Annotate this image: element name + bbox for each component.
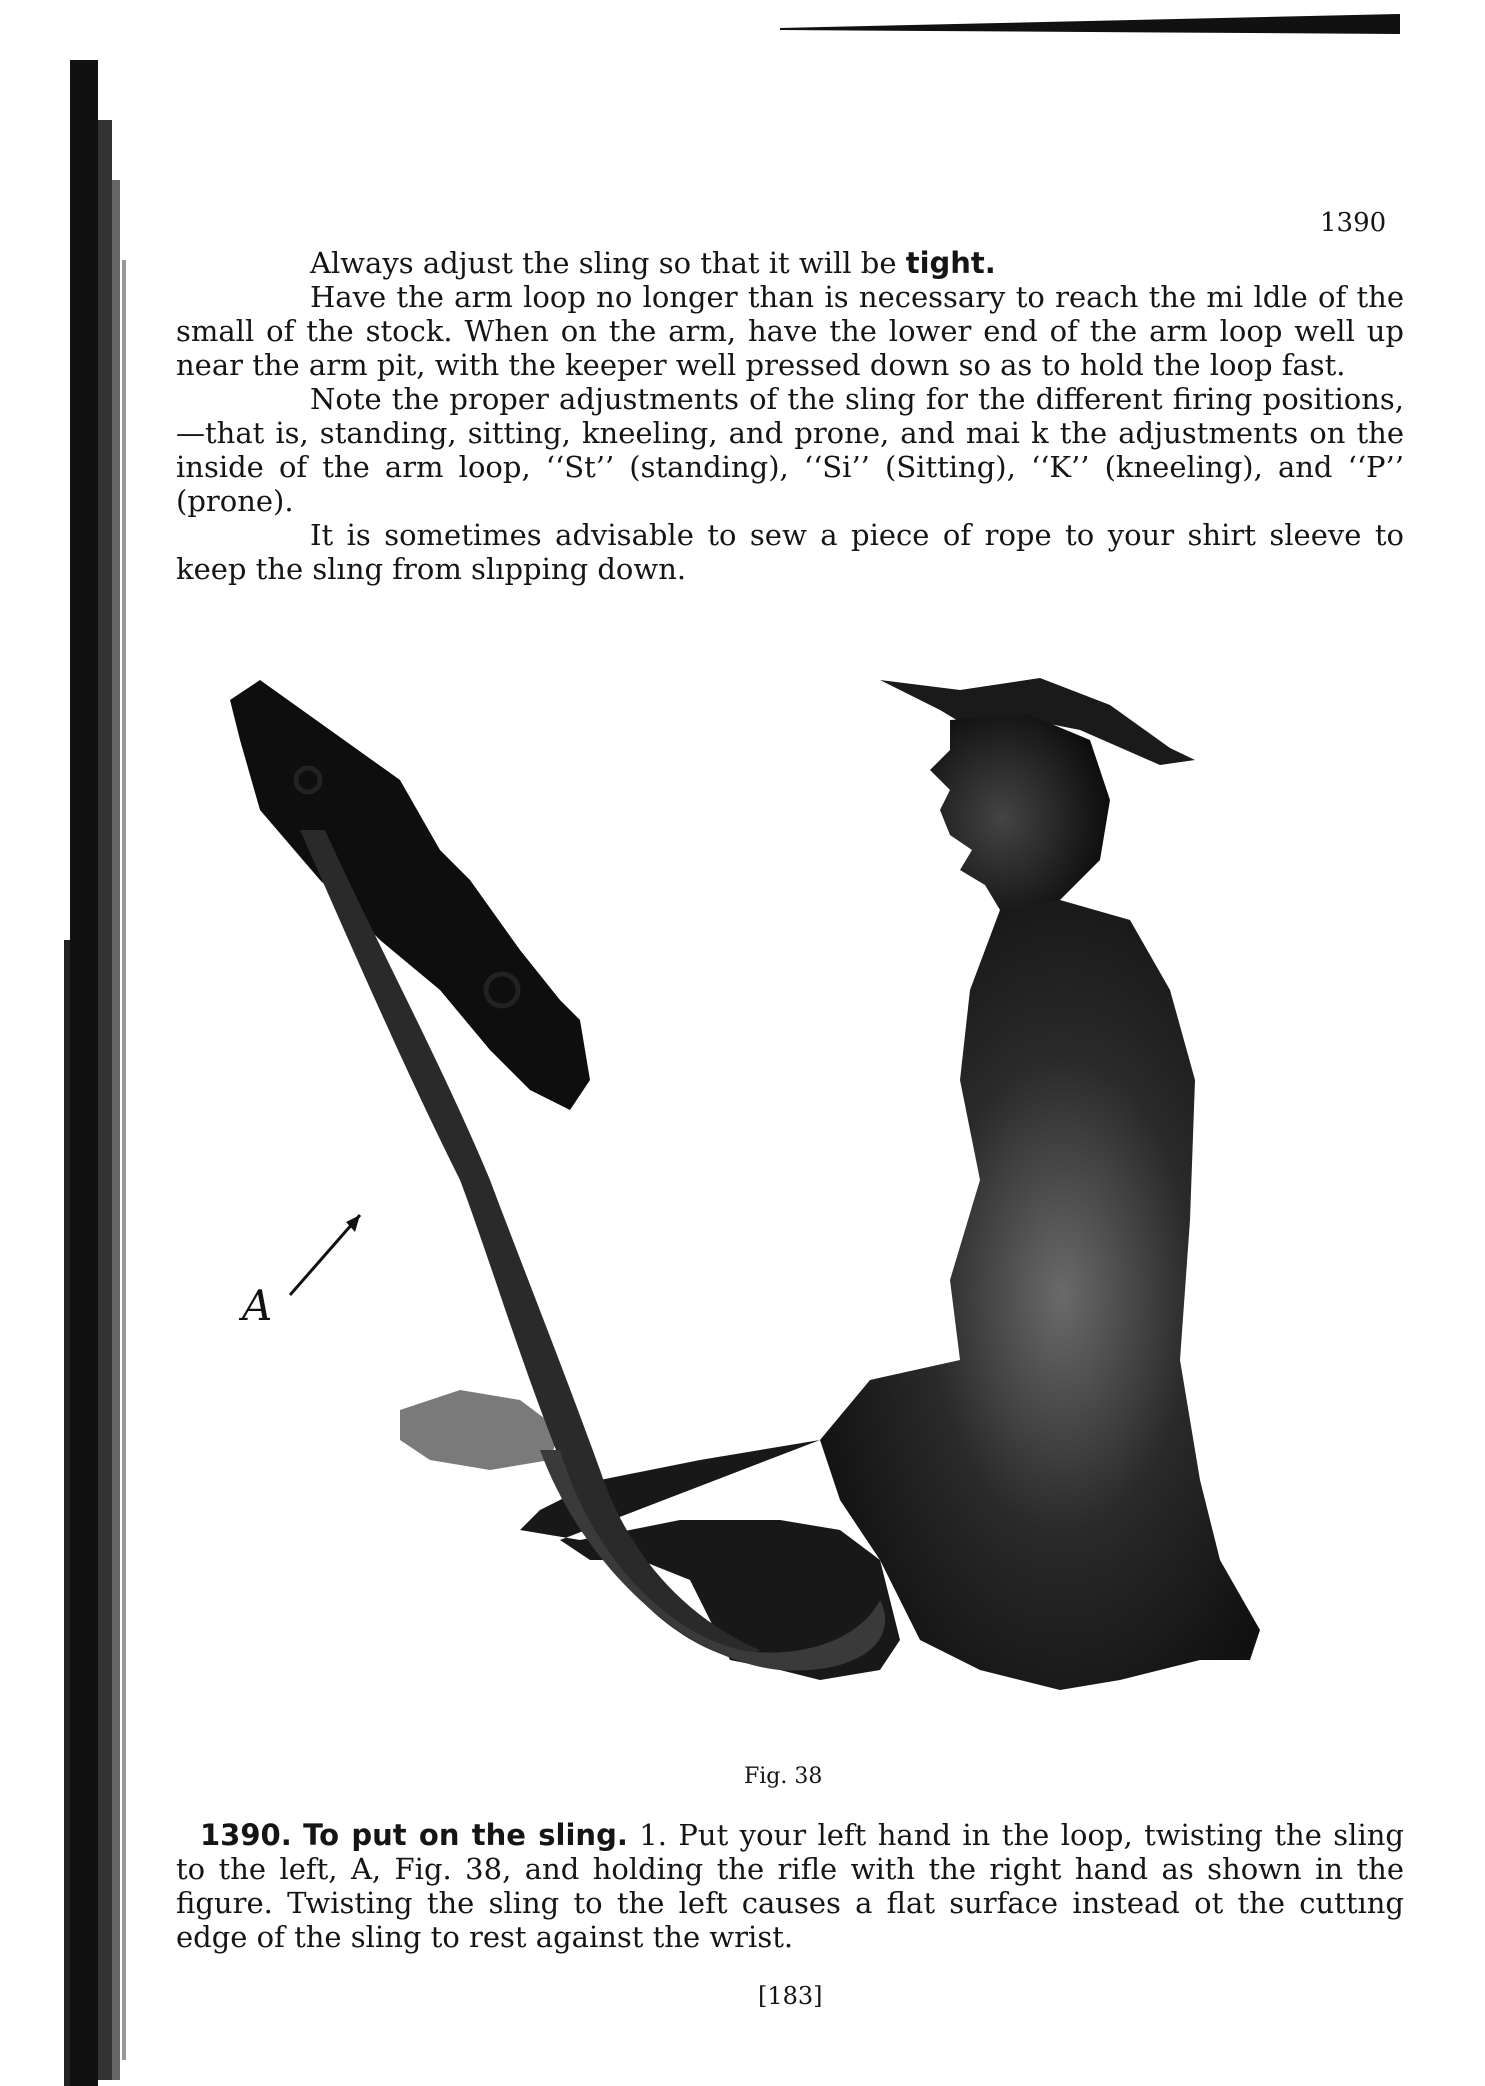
head xyxy=(930,715,1110,920)
page-number: 1390 xyxy=(1320,208,1387,238)
torso xyxy=(820,900,1260,1690)
paragraph-2: Have the arm loop no longer than is necessary to reach the mi ldle of the small of the stock. When on the arm, have the lower end of the arm loop well up near the arm pit, with the keeper well pressed down so as to hold the loop fast. xyxy=(176,280,1404,382)
top-rule xyxy=(780,14,1400,34)
soldier-illustration xyxy=(242,660,1300,1730)
paragraph-3: Note the proper adjustments of the sling for the different firing positions,—that is, standing, sitting, kneeling, and prone, and mai k the adjustments on the inside of the arm loop, ‘‘St’’ (standing), ‘‘Si’’ (Sitting), ‘‘K’’ (kneeling), and ‘‘P’’ (prone). xyxy=(176,382,1404,518)
figure-caption: Fig. 38 xyxy=(744,1764,823,1789)
figure-label-a: A xyxy=(242,1281,273,1330)
pointer-arrow xyxy=(290,1215,360,1295)
hand xyxy=(400,1390,560,1470)
folio: [183] xyxy=(758,1982,823,2010)
body-text xyxy=(176,246,1404,586)
section-paragraph xyxy=(176,1818,1404,1954)
paragraph-1: Always adjust the sling so that it will be tight. xyxy=(310,246,996,280)
paragraph-4: It is sometimes advisable to sew a piece of rope to your shirt sleeve to keep the slıng from slıpping down. xyxy=(176,518,1404,586)
section-title: To put on the sling. xyxy=(303,1818,628,1852)
section-body: 1. Put your left hand in the loop, twisting the sling to the left, A, Fig. 38, and holding the rifle with the right hand as shown in the figure. Twisting the sling to the left causes a flat surface instead ot the cuttıng edge of the sling to rest against the wrist. xyxy=(176,1818,1404,1954)
section-text xyxy=(176,1818,1404,1954)
binding-edge xyxy=(62,60,157,2086)
section-number: 1390. xyxy=(200,1818,292,1852)
